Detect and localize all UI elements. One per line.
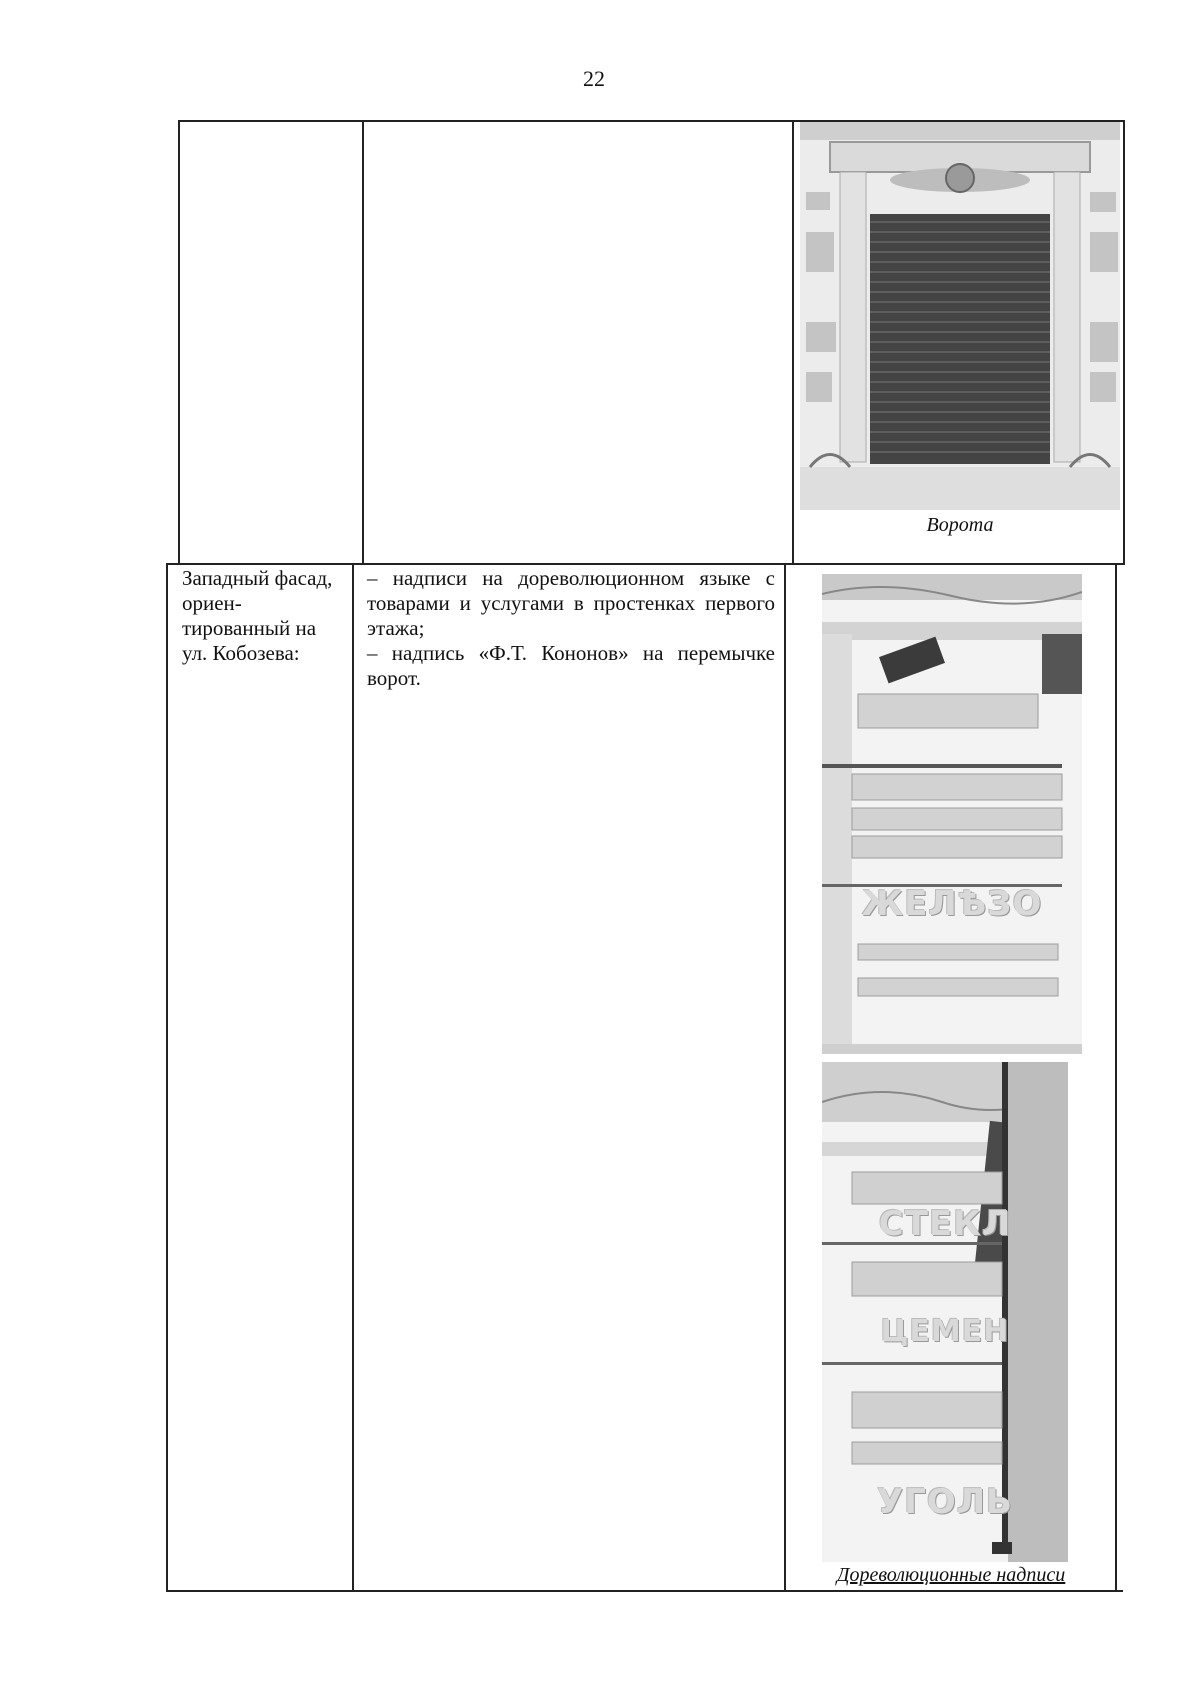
sign-word: СТЕКЛ	[878, 1204, 1012, 1244]
signs-photo-upper-drawing	[822, 574, 1082, 1054]
sign-word: ЖЕЛѢЗО	[861, 884, 1043, 924]
table-column-divider	[784, 563, 786, 1592]
sign-word: УГОЛЬ	[877, 1482, 1013, 1522]
table-border-left	[178, 120, 180, 565]
signs-photo-upper	[822, 574, 1082, 1054]
table-border-right	[1123, 120, 1125, 565]
table-column-divider	[362, 120, 364, 565]
table-column-divider	[792, 120, 794, 565]
feature-description	[367, 566, 775, 691]
page-number: 22	[583, 66, 605, 91]
table-row-divider	[166, 563, 1125, 565]
facade-location: Западный фасад, ориен-тированный на ул. Кобозева:	[182, 566, 333, 665]
signs-photo-lower	[822, 1062, 1068, 1562]
table-column-divider	[352, 563, 354, 1592]
table-border-bottom	[166, 1590, 1123, 1592]
table-border-left	[166, 563, 168, 1592]
table-border-right	[1115, 563, 1117, 1592]
feature-item: – надпись «Ф.Т. Кононов» на перемычке ворот.	[367, 641, 775, 690]
signs-photo-caption: Дореволюционные надписи	[836, 1564, 1066, 1586]
feature-item: – надписи на дореволюционном языке с товарами и услугами в простенках первого этажа;	[367, 566, 775, 640]
gate-photo-drawing	[800, 122, 1120, 510]
gate-photo-caption: Ворота	[926, 514, 994, 536]
gate-photo	[800, 122, 1120, 510]
sign-word: ЦЕМЕН	[880, 1314, 1010, 1349]
